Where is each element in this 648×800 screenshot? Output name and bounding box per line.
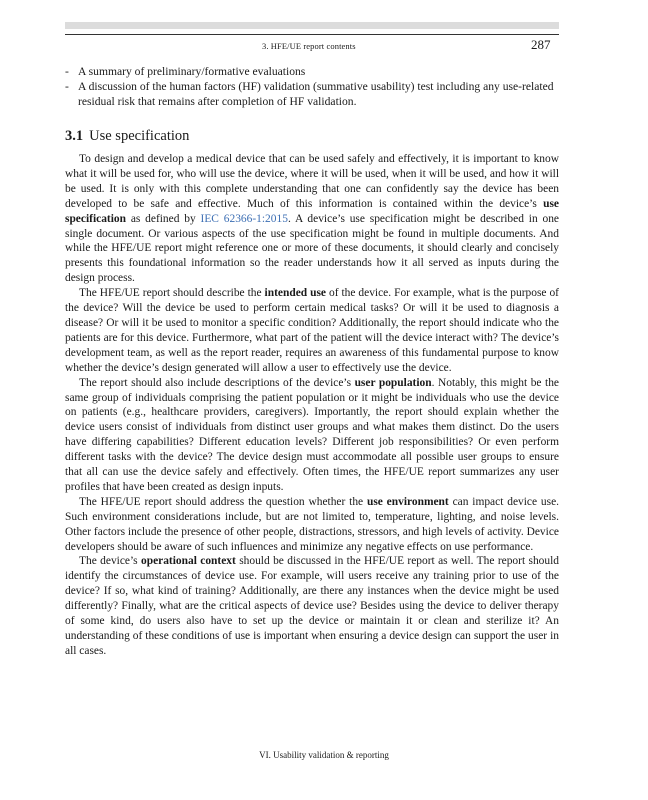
body-text — [65, 152, 559, 659]
standard-reference-link[interactable]: IEC 62366-1:2015 — [200, 212, 288, 225]
top-margin-bar — [65, 22, 559, 29]
bullet-list — [65, 64, 559, 109]
key-term: use environment — [366, 495, 449, 508]
list-item — [65, 64, 559, 79]
page-number: 287 — [531, 37, 551, 52]
paragraph-user-population — [65, 376, 559, 495]
list-item — [65, 79, 559, 109]
key-term: operational context — [140, 555, 236, 568]
paragraph-text: The HFE/UE report should address the question whether the — [79, 495, 367, 508]
list-item-text: A summary of preliminary/formative evaluations — [78, 65, 306, 78]
paragraph-text: The report should also include descriptions of the device’s — [79, 376, 355, 389]
section-number: 3.1 — [65, 128, 84, 144]
paragraph-text: of the device. For example, what is the purpose of the device? Will the device be used to perform certain medical tasks? Or will it be used to diagnosis a disease? Or will it be used to monitor a specific condition? Additionally, the report should indicate who the patients are for this device. Furthermore, what part of the patient will the device interact with? The device’s development team, as well as the report reader, requires an awareness of this fundamental purpose to know whether the device’s design generated will allow a user to effectively use the device. — [65, 287, 559, 374]
section-heading — [65, 128, 189, 145]
paragraph-operational-context — [65, 554, 559, 658]
paragraph-text: can impact device use. Such environment considerations include, but are not limited to, temperature, lighting, and noise levels. Other factors include the presence of other people, distractions, stressors, and high levels of activity. Device developers should be aware of such influences and minimize any negative effects on use performance. — [65, 495, 560, 553]
paragraph-text: as defined by — [126, 212, 201, 225]
page-footer: VI. Usability validation & reporting — [259, 750, 389, 760]
bullet-marker: - — [65, 80, 69, 93]
paragraph-intended-use — [65, 286, 559, 375]
bullet-marker: - — [65, 65, 69, 78]
paragraph-text: To design and develop a medical device that can be used safely and effectively, it is important to know what it will be used for, who will use the device, where it will be used, when it will be used, and how it will be used. It is only with this complete understanding that one can confidently say the device has been developed to be safe and effective. Much of this information is contained within the device’s — [65, 153, 559, 210]
paragraph-text: should be discussed in the HFE/UE report as well. The report should identify the circumstances of device use. For example, will users receive any training prior to use of the device? If so, what kind of training? Additionally, are there any instances when the device might be used differently? Finally, what are the critical aspects of device use? Besides using the device to deliver therapy of some kind, do users also have to set up the device or maintain it or clean and sterilize it? An understanding of these conditions of use is important when ensuring a device design can support the user in all cases. — [65, 555, 559, 657]
list-item-text: A discussion of the human factors (HF) validation (summative usability) test including any use-related residual risk that remains after completion of HF validation. — [78, 80, 554, 108]
paragraph-text: . A device’s use specification might be described in one single document. Or various aspects of the use specification might be found in multiple documents. And while the HFE/UE report might reference one or more of these documents, it should clearly and concisely presents this foundational information so the reader understands how it all served as inputs during the design process. — [65, 212, 559, 285]
paragraph-text: The device’s — [79, 555, 141, 568]
paragraph-text: . Notably, this might be the same group of individuals comprising the patient population or it might be individuals who use the device on patients (e.g., healthcare providers, caregivers). Importantly, the report should explain whether the device users consist of individuals from distinct user groups and what makes them distinct. Do the users have differing capabilities? Different education levels? Different job responsibilities? Or even perform different tasks with the device? The device design must accommodate all possible user groups to ensure that all can use the device safely and effectively. Often times, the HFE/UE report summarizes any user profiles that have been created as design inputs. — [65, 376, 559, 493]
header-rule — [65, 34, 559, 35]
running-head: 3. HFE/UE report contents — [262, 41, 356, 51]
key-term: user population — [354, 376, 432, 389]
paragraph-use-specification — [65, 152, 559, 286]
key-term: use specification — [65, 197, 559, 225]
paragraph-text: The HFE/UE report should describe the — [79, 287, 265, 300]
key-term: intended use — [264, 287, 326, 300]
paragraph-use-environment — [65, 495, 559, 555]
section-title: Use specification — [89, 128, 190, 144]
